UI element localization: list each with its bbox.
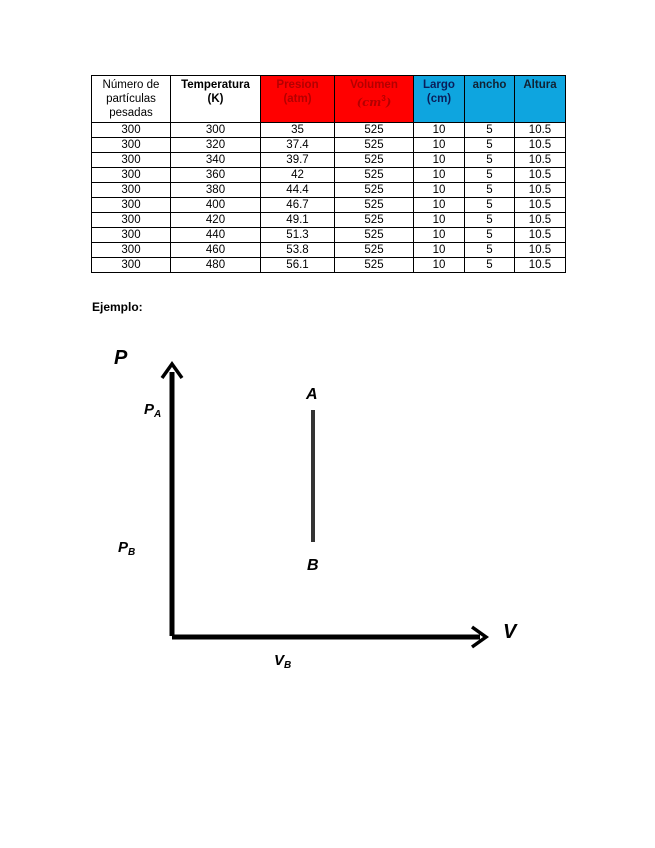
table-cell: 400	[171, 198, 261, 213]
table-cell: 480	[171, 258, 261, 273]
table-cell: 5	[465, 183, 515, 198]
table-cell: 460	[171, 243, 261, 258]
table-cell: 5	[465, 123, 515, 138]
table-cell: 525	[335, 228, 414, 243]
table-cell: 525	[335, 258, 414, 273]
table-cell: 300	[92, 123, 171, 138]
pressure-b-label: $P_B$	[118, 539, 136, 558]
table-cell: 5	[465, 258, 515, 273]
table-cell: 300	[92, 198, 171, 213]
table-cell: 5	[465, 243, 515, 258]
table-cell: 10	[414, 138, 465, 153]
table-cell: 56.1	[261, 258, 335, 273]
table-cell: 5	[465, 168, 515, 183]
table-cell: 10	[414, 183, 465, 198]
table-cell: 5	[465, 153, 515, 168]
x-axis-label: V	[503, 621, 517, 643]
header-volume: Volumen $(cm^3)$	[335, 76, 414, 123]
table-cell: 525	[335, 153, 414, 168]
volume-b-label: $V_B$	[274, 652, 292, 671]
table-cell: 10.5	[515, 198, 566, 213]
table-cell: 53.8	[261, 243, 335, 258]
point-a-label: A	[306, 386, 318, 403]
table-cell: 5	[465, 138, 515, 153]
table-cell: 300	[92, 183, 171, 198]
table-cell: 10.5	[515, 183, 566, 198]
table-cell: 440	[171, 228, 261, 243]
table-cell: 51.3	[261, 228, 335, 243]
table-cell: 10	[414, 243, 465, 258]
table-cell: 300	[92, 168, 171, 183]
table-cell: 525	[335, 243, 414, 258]
y-axis-label: P	[114, 347, 128, 369]
table-cell: 300	[92, 228, 171, 243]
header-height: Altura	[515, 76, 566, 123]
table-cell: 10	[414, 213, 465, 228]
table-cell: 525	[335, 183, 414, 198]
table-cell: 10.5	[515, 243, 566, 258]
table-cell: 525	[335, 198, 414, 213]
header-width: ancho	[465, 76, 515, 123]
table-cell: 5	[465, 228, 515, 243]
table-cell: 37.4	[261, 138, 335, 153]
table-cell: 300	[171, 123, 261, 138]
table-cell: 10.5	[515, 213, 566, 228]
header-length: Largo (cm)	[414, 76, 465, 123]
table-cell: 300	[92, 258, 171, 273]
table-cell: 300	[92, 213, 171, 228]
table-cell: 10.5	[515, 153, 566, 168]
point-b-label: B	[307, 557, 319, 574]
table-cell: 10	[414, 153, 465, 168]
table-cell: 5	[465, 198, 515, 213]
table-cell: 10	[414, 168, 465, 183]
header-particles: Número de partículas pesadas	[92, 76, 171, 123]
table-cell: 35	[261, 123, 335, 138]
table-cell: 5	[465, 213, 515, 228]
table-cell: 49.1	[261, 213, 335, 228]
table-cell: 300	[92, 243, 171, 258]
table-cell: 360	[171, 168, 261, 183]
table-cell: 10.5	[515, 228, 566, 243]
table-cell: 525	[335, 168, 414, 183]
table-cell: 10	[414, 228, 465, 243]
table-cell: 340	[171, 153, 261, 168]
table-cell: 525	[335, 138, 414, 153]
table-cell: 46.7	[261, 198, 335, 213]
table-cell: 525	[335, 213, 414, 228]
table-cell: 10	[414, 123, 465, 138]
table-cell: 300	[92, 138, 171, 153]
table-cell: 10.5	[515, 258, 566, 273]
table-cell: 420	[171, 213, 261, 228]
header-temperature: Temperatura (K)	[171, 76, 261, 123]
table-cell: 39.7	[261, 153, 335, 168]
example-heading: Ejemplo:	[92, 300, 143, 314]
table-cell: 320	[171, 138, 261, 153]
header-pressure: Presion (atm)	[261, 76, 335, 123]
table-cell: 380	[171, 183, 261, 198]
table-cell: 10	[414, 198, 465, 213]
table-cell: 10.5	[515, 168, 566, 183]
table-cell: 42	[261, 168, 335, 183]
table-cell: 10.5	[515, 123, 566, 138]
table-cell: 10.5	[515, 138, 566, 153]
pressure-a-label: $P_A$	[144, 401, 162, 420]
table-cell: 10	[414, 258, 465, 273]
table-cell: 525	[335, 123, 414, 138]
table-cell: 44.4	[261, 183, 335, 198]
table-cell: 300	[92, 153, 171, 168]
